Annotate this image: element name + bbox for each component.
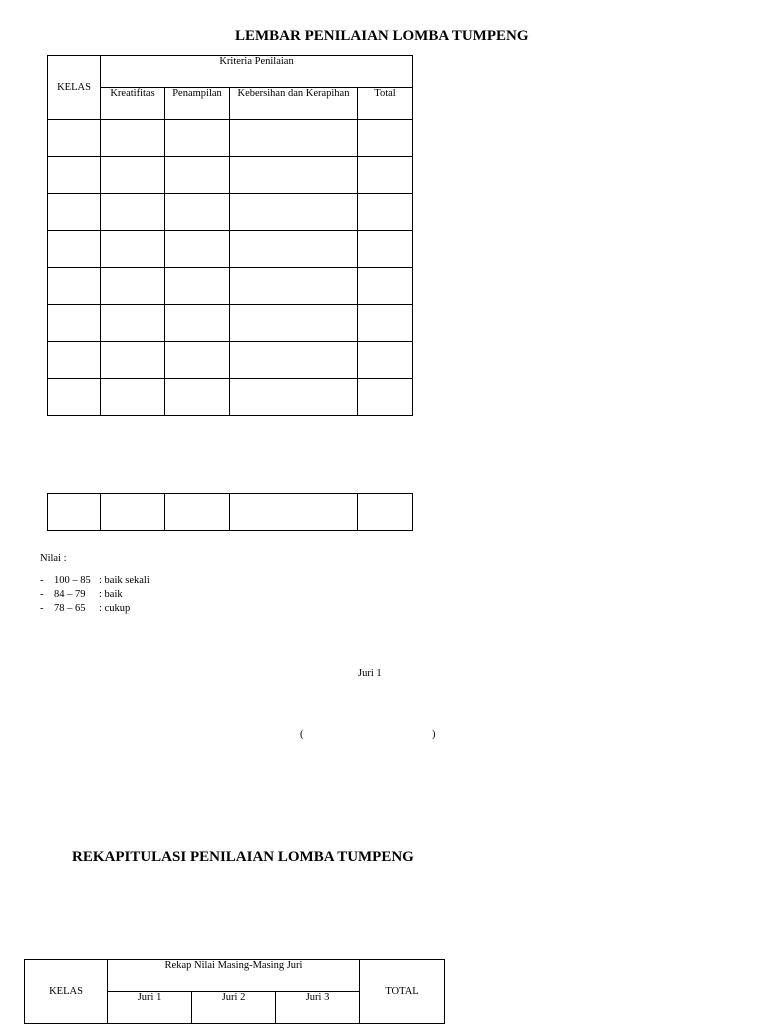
recap-table: [24, 959, 445, 1024]
table-cell[interactable]: [165, 305, 230, 342]
nilai-dash: -: [40, 603, 44, 614]
signature-open-paren: (: [300, 729, 304, 740]
nilai-dash: -: [40, 575, 44, 586]
nilai-range: 100 – 85: [54, 575, 91, 586]
recap-total-header: TOTAL: [360, 960, 445, 1024]
recap-col-juri-2: Juri 2: [192, 992, 276, 1024]
table-cell[interactable]: [101, 194, 165, 231]
col-total: Total: [358, 88, 413, 120]
col-penampilan: Penampilan: [165, 88, 230, 120]
table-row: [48, 194, 413, 231]
nilai-desc: : cukup: [99, 603, 131, 614]
kelas-header: KELAS: [48, 56, 101, 120]
table-cell[interactable]: [230, 379, 358, 416]
table-cell[interactable]: [230, 494, 358, 531]
table-cell[interactable]: [48, 342, 101, 379]
nilai-label: Nilai :: [40, 553, 67, 564]
table-cell[interactable]: [101, 157, 165, 194]
nilai-desc: : baik: [99, 589, 123, 600]
table-cell[interactable]: [165, 120, 230, 157]
table-row: [48, 120, 413, 157]
table-cell[interactable]: [101, 120, 165, 157]
table-cell[interactable]: [48, 494, 101, 531]
nilai-dash: -: [40, 589, 44, 600]
page-title: LEMBAR PENILAIAN LOMBA TUMPENG: [235, 28, 529, 44]
table-row: [48, 342, 413, 379]
table-cell[interactable]: [101, 305, 165, 342]
table-cell[interactable]: [48, 305, 101, 342]
table-cell[interactable]: [230, 120, 358, 157]
table-cell[interactable]: [165, 494, 230, 531]
table-cell[interactable]: [101, 231, 165, 268]
table-cell[interactable]: [358, 231, 413, 268]
col-kreatifitas: Kreatifitas: [101, 88, 165, 120]
table-cell[interactable]: [101, 342, 165, 379]
col-kebersihan: Kebersihan dan Kerapihan: [230, 88, 358, 120]
table-cell[interactable]: [230, 157, 358, 194]
table-cell[interactable]: [358, 194, 413, 231]
table-cell[interactable]: [358, 494, 413, 531]
continuation-table: [47, 493, 413, 531]
table-row: [48, 305, 413, 342]
table-cell[interactable]: [48, 120, 101, 157]
table-cell[interactable]: [101, 268, 165, 305]
table-cell[interactable]: [48, 379, 101, 416]
signature-close-paren: ): [432, 729, 436, 740]
recap-kelas-header: KELAS: [25, 960, 108, 1024]
nilai-desc: : baik sekali: [99, 575, 150, 586]
table-cell[interactable]: [101, 379, 165, 416]
table-cell[interactable]: [230, 342, 358, 379]
table-cell[interactable]: [165, 157, 230, 194]
table-cell[interactable]: [358, 268, 413, 305]
nilai-range: 78 – 65: [54, 603, 86, 614]
table-cell[interactable]: [165, 342, 230, 379]
table-cell[interactable]: [230, 231, 358, 268]
table-cell[interactable]: [165, 194, 230, 231]
table-cell[interactable]: [230, 305, 358, 342]
table-row: [48, 157, 413, 194]
table-cell[interactable]: [101, 494, 165, 531]
table-cell[interactable]: [48, 231, 101, 268]
table-cell[interactable]: [358, 342, 413, 379]
table-row: [48, 494, 413, 531]
table-cell[interactable]: [165, 379, 230, 416]
recap-title: REKAPITULASI PENILAIAN LOMBA TUMPENG: [72, 849, 414, 865]
recap-col-juri-3: Juri 3: [276, 992, 360, 1024]
table-row: [48, 231, 413, 268]
table-cell[interactable]: [358, 379, 413, 416]
table-cell[interactable]: [165, 231, 230, 268]
assessment-table: [47, 55, 413, 416]
juri-label: Juri 1: [358, 668, 382, 679]
table-cell[interactable]: [230, 194, 358, 231]
table-cell[interactable]: [48, 268, 101, 305]
recap-col-juri-1: Juri 1: [108, 992, 192, 1024]
table-cell[interactable]: [358, 305, 413, 342]
table-row: [48, 268, 413, 305]
table-cell[interactable]: [48, 157, 101, 194]
table-row: [48, 379, 413, 416]
table-cell[interactable]: [358, 157, 413, 194]
kriteria-header: Kriteria Penilaian: [101, 56, 413, 88]
nilai-range: 84 – 79: [54, 589, 86, 600]
table-cell[interactable]: [230, 268, 358, 305]
table-cell[interactable]: [48, 194, 101, 231]
table-cell[interactable]: [165, 268, 230, 305]
table-cell[interactable]: [358, 120, 413, 157]
recap-group-header: Rekap Nilai Masing-Masing Juri: [108, 960, 360, 992]
